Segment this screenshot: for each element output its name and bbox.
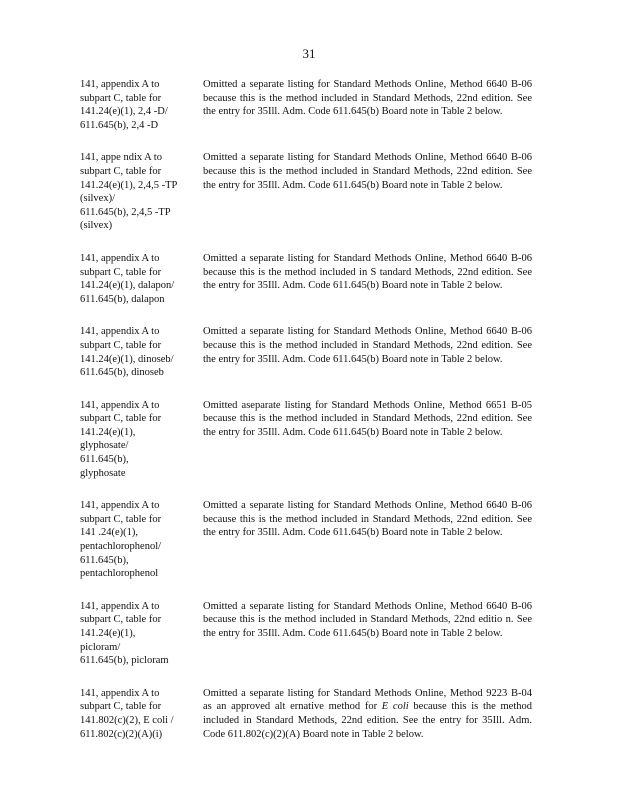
organism-name: E coli — [381, 701, 409, 713]
citation-line: pentachlorophenol/ — [80, 541, 162, 553]
description-text: Omitted a separate listing for Standard Methods Online, Method 6640 B-06 because this is the method included in Standard Methods, 22nd edition. See the entry for 35Ill. Adm. Code 611.645(b) Board note in Table 2 below. — [203, 152, 532, 191]
citation-line: 611.645(b), picloram — [80, 655, 169, 667]
description-text: because this is the method included in Standard Methods, 22nd edition. See the entry for 35Ill. Adm. Code 611.802(c)(2)(A) Board note in Table 2 below. — [203, 701, 532, 740]
description-cell — [203, 78, 532, 132]
citation-cell — [80, 499, 190, 581]
citation-cell — [80, 687, 190, 741]
description-text: Omitted aseparate listing for Standard Methods Online, Method 6651 B-05 because this is the method included in Standard Methods, 22nd edition. See the entry for 35Ill. Adm. Code 611.645(b) Board note in Table 2 below. — [203, 399, 532, 438]
citation-line: subpart C, table for — [80, 92, 162, 104]
citation-line: glyphosate — [80, 467, 126, 479]
description-cell — [203, 252, 532, 306]
citation-line: 611.645(b), 2,4,5 -TP — [80, 206, 171, 218]
entry-list — [80, 78, 532, 760]
citation-line: 141.24(e)(1), 2,4 -D/ — [80, 106, 168, 118]
citation-line: 141, appendix A to — [80, 687, 160, 699]
citation-line: 611.802(c)(2)(A)(i) — [80, 728, 163, 740]
citation-cell — [80, 78, 190, 132]
citation-cell — [80, 399, 190, 481]
description-cell — [203, 600, 532, 668]
citation-line: subpart C, table for — [80, 266, 162, 278]
citation-line: pentachlorophenol — [80, 568, 159, 580]
description-cell — [203, 325, 532, 379]
citation-line: 611.645(b), dinoseb — [80, 367, 164, 379]
table-row — [80, 600, 532, 668]
citation-cell — [80, 600, 190, 668]
citation-line: 611.645(b), 2,4 -D — [80, 119, 159, 131]
description-text: Omitted a separate listing for Standard Methods Online, Method 9223 B-04 as an approved alt ernative method for — [203, 687, 532, 713]
table-row — [80, 499, 532, 581]
citation-line: subpart C, table for — [80, 165, 162, 177]
citation-line: 141, appe ndix A to — [80, 152, 162, 164]
table-row — [80, 325, 532, 379]
description-cell — [203, 499, 532, 581]
citation-line: 141 .24(e)(1), — [80, 527, 139, 539]
citation-line: subpart C, table for — [80, 614, 162, 626]
citation-cell — [80, 325, 190, 379]
citation-line: 141, appendix A to — [80, 399, 160, 411]
citation-line: picloram/ — [80, 641, 121, 653]
description-text: Omitted a separate listing for Standard Methods Online, Method 6640 B-06 because this is the method included in Standard Methods, 22nd editio n. See the entry for 35Ill. Adm. Code 611.645(b) Board note in Table 2 below. — [203, 600, 532, 639]
citation-line: subpart C, table for — [80, 339, 162, 351]
citation-line: 141.24(e)(1), dalapon/ — [80, 280, 175, 292]
citation-line: 611.645(b), dalapon — [80, 293, 165, 305]
citation-line: 141, appendix A to — [80, 600, 160, 612]
citation-line: 141.24(e)(1), — [80, 426, 136, 438]
citation-line: 611.645(b), — [80, 554, 129, 566]
citation-line: 611.645(b), — [80, 454, 129, 466]
citation-cell — [80, 252, 190, 306]
description-cell — [203, 687, 532, 741]
citation-line: glyphosate/ — [80, 440, 129, 452]
description-text: Omitted a separate listing for Standard Methods Online, Method 6640 B-06 because this is the method included in Standard Methods, 22nd edition. See the entry for 35Ill. Adm. Code 611.645(b) Board note in Table 2 below. — [203, 500, 532, 539]
table-row — [80, 399, 532, 481]
table-row — [80, 252, 532, 306]
description-text: Omitted a separate listing for Standard Methods Online, Method 6640 B-06 because this is the method included in Standard Methods, 22nd edition. See the entry for 35Ill. Adm. Code 611.645(b) Board note in Table 2 below. — [203, 326, 532, 365]
description-cell — [203, 151, 532, 233]
citation-line: 141, appendix A to — [80, 79, 160, 90]
citation-line: subpart C, table for — [80, 513, 162, 525]
citation-line: 141, appendix A to — [80, 500, 160, 512]
page-number: 31 — [302, 46, 316, 61]
citation-line: 141.802(c)(2), E coli / — [80, 714, 174, 726]
table-row — [80, 687, 532, 741]
table-row — [80, 78, 532, 132]
citation-line: 141, appendix A to — [80, 252, 160, 264]
citation-line: subpart C, table for — [80, 413, 162, 425]
citation-line: 141.24(e)(1), dinoseb/ — [80, 353, 174, 365]
citation-line: (silvex) — [80, 220, 113, 232]
table-row — [80, 151, 532, 233]
citation-line: (silvex)/ — [80, 193, 115, 205]
description-text: Omitted a separate listing for Standard Methods Online, Method 6640 B-06 because this is the method included in S tandard Methods, 22nd edition. See the entry for 35Ill. Adm. Code 611.645(b) Board note in Table 2 below. — [203, 252, 532, 292]
citation-line: subpart C, table for — [80, 701, 162, 713]
citation-line: 141.24(e)(1), 2,4,5 -TP — [80, 179, 178, 191]
description-text: Omitted a separate listing for Standard Methods Online, Method 6640 B-06 because this is the method included in Standard Methods, 22nd edition. See the entry for 35Ill. Adm. Code 611.645(b) Board note in Table 2 below. — [203, 79, 532, 118]
description-cell — [203, 399, 532, 481]
citation-cell — [80, 151, 190, 233]
citation-line: 141, appendix A to — [80, 326, 160, 338]
citation-line: 141.24(e)(1), — [80, 628, 136, 639]
